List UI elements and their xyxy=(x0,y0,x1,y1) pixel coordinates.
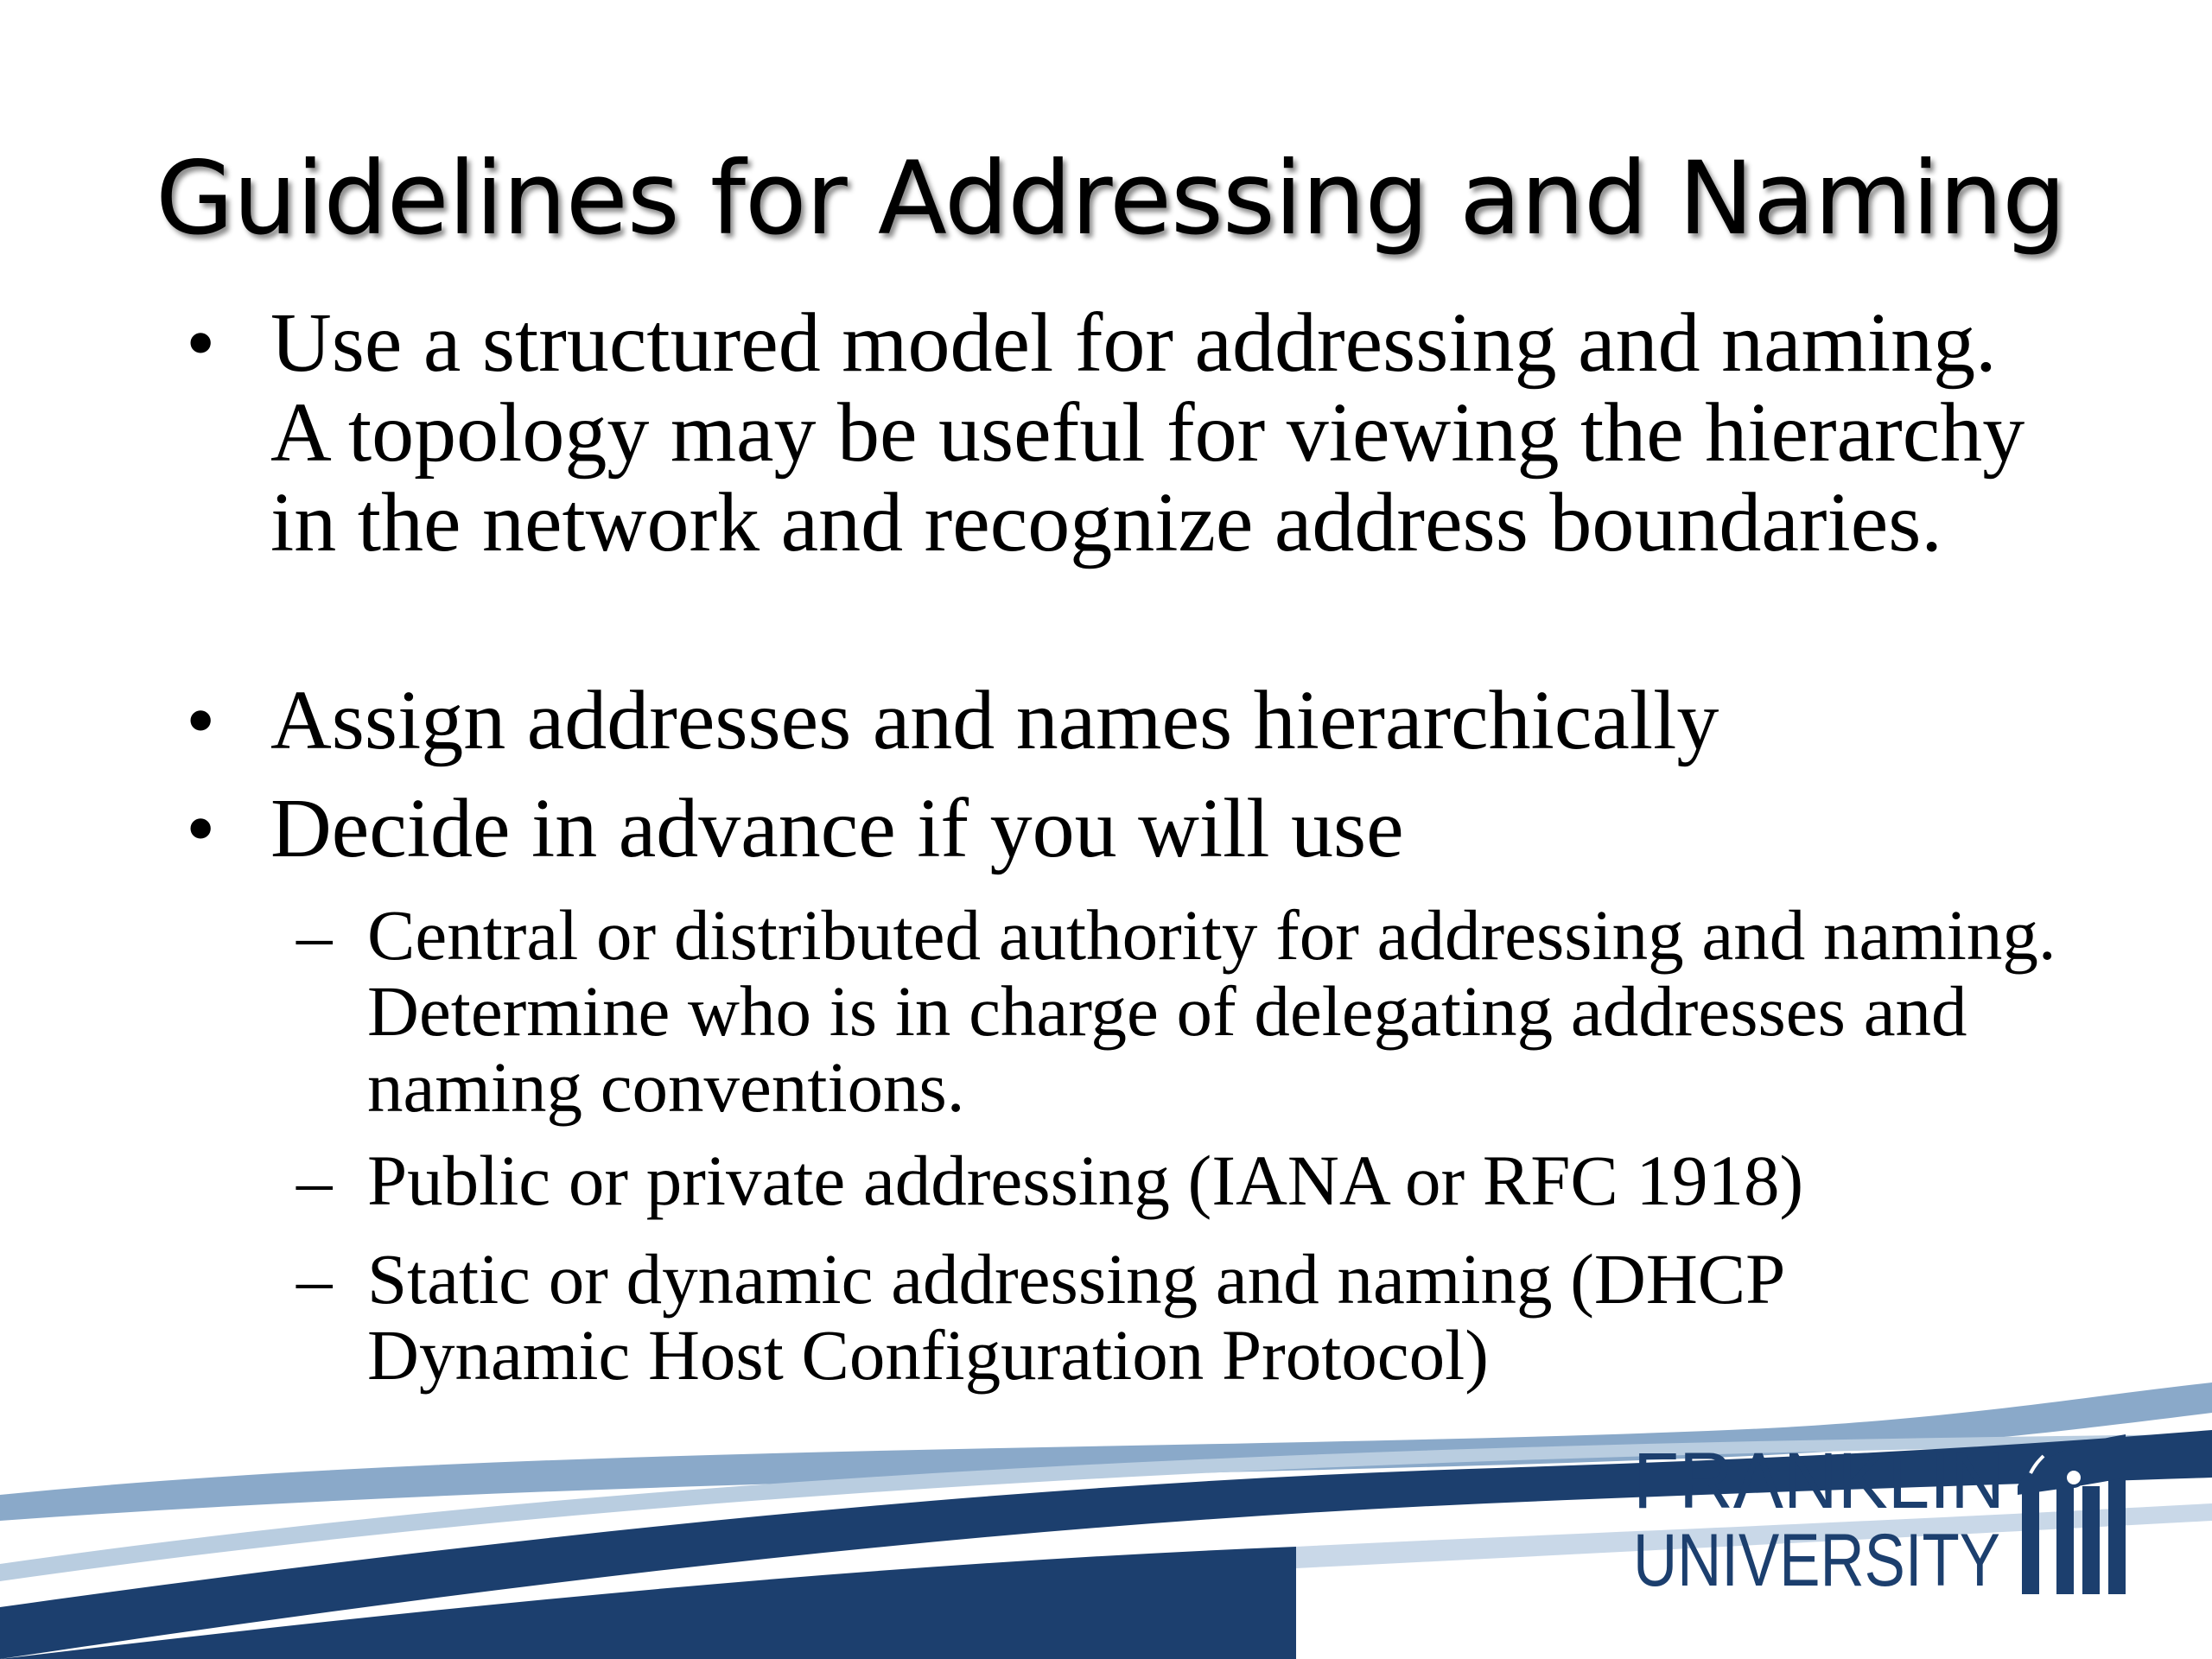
sub-bullet-text-public-private: Public or private addressing (IANA or RFC 1918) xyxy=(367,1141,1804,1220)
bullet-marker: • xyxy=(186,782,216,875)
franklin-university-logo xyxy=(1624,1426,2143,1633)
logo-line-2: UNIVERSITY xyxy=(1633,1519,2000,1602)
building-icon xyxy=(2018,1434,2126,1594)
logo-line-1: FRANKLIN xyxy=(1633,1437,2005,1525)
bullet-text-structured-model: Use a structured model for addressing and naming. A topology may be useful for viewing the hierarchy in the network and recognize address boundaries. xyxy=(270,296,2025,569)
sub-bullet-marker: – xyxy=(296,895,333,975)
bullet-text-decide-in-advance: Decide in advance if you will use xyxy=(270,782,1404,875)
sub-bullet-marker: – xyxy=(296,1239,333,1319)
slide-title: Guidelines for Addressing and Naming xyxy=(156,139,2066,257)
bullet-marker: • xyxy=(186,296,216,390)
bullet-marker: • xyxy=(186,674,216,767)
sub-bullet-text-authority: Central or distributed authority for addressing and naming. Determine who is in charge of delegating addresses and naming conventions. xyxy=(367,895,2056,1127)
bullet-text-assign-hierarchically: Assign addresses and names hierarchically xyxy=(270,674,1719,767)
sub-bullet-marker: – xyxy=(296,1141,333,1220)
sub-bullet-text-static-dynamic: Static or dynamic addressing and naming (DHCP Dynamic Host Configuration Protocol) xyxy=(367,1239,1783,1395)
